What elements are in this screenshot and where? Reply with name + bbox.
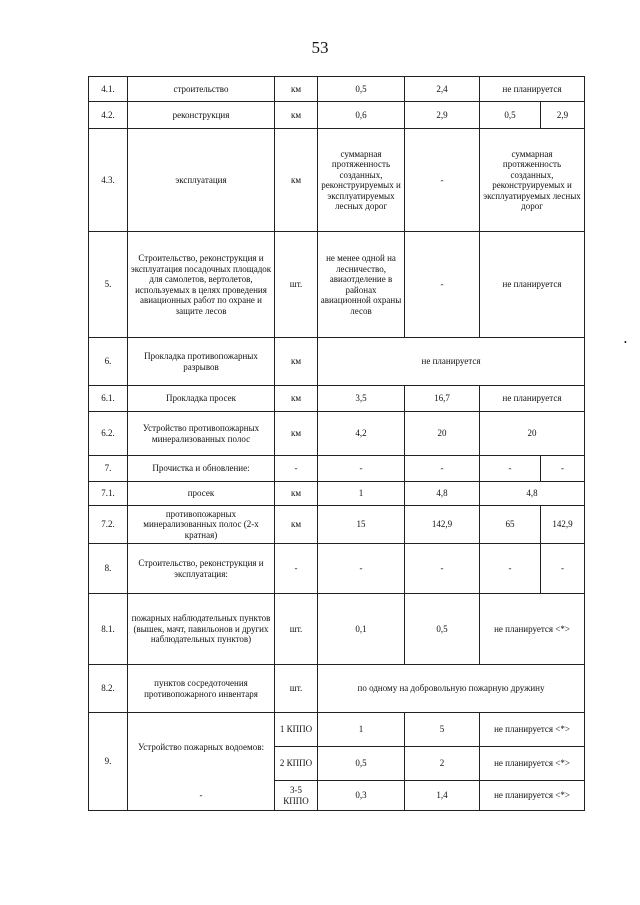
table-row — [89, 129, 585, 232]
value-cell: 1 — [318, 713, 405, 747]
note-cell: по одному на добровольную пожарную дружину — [318, 665, 585, 713]
row-number: 4.3. — [89, 129, 128, 232]
table-row — [89, 77, 585, 102]
table-row — [89, 102, 585, 129]
value-cell: 4,2 — [318, 412, 405, 456]
table-row — [89, 456, 585, 482]
measure-name: Строительство, реконструкция и эксплуатация посадочных площадок для самолетов, вертолетов, используемых в целях проведения авиационных работ по охране и защите лесов — [128, 232, 275, 338]
value-cell: 16,7 — [405, 386, 480, 412]
note-cell: не планируется — [480, 77, 585, 102]
row-number: 6.1. — [89, 386, 128, 412]
measure-name: просек — [128, 482, 275, 506]
row-number: 4.2. — [89, 102, 128, 129]
measure-name: реконструкция — [128, 102, 275, 129]
row-number: 9. — [89, 713, 128, 811]
value-cell: 142,9 — [541, 506, 585, 544]
measure-name: Устройство пожарных водоемов: — [128, 713, 275, 781]
measure-name: строительство — [128, 77, 275, 102]
scan-mark: • — [624, 338, 627, 347]
table-row — [89, 544, 585, 594]
value-cell: 0,6 — [318, 102, 405, 129]
value-cell: 142,9 — [405, 506, 480, 544]
value-cell: 2 — [405, 747, 480, 781]
value-cell: 20 — [405, 412, 480, 456]
unit-cell: 3-5 КППО — [275, 781, 318, 811]
unit-cell: км — [275, 102, 318, 129]
value-cell: - — [318, 544, 405, 594]
unit-cell: шт. — [275, 665, 318, 713]
table-row — [89, 338, 585, 386]
value-cell: 0,1 — [318, 594, 405, 665]
note-cell: не планируется <*> — [480, 713, 585, 747]
value-cell: 5 — [405, 713, 480, 747]
measure-name: Строительство, реконструкция и эксплуатация: — [128, 544, 275, 594]
unit-cell: шт. — [275, 232, 318, 338]
row-number: 7.1. — [89, 482, 128, 506]
note-cell: не планируется — [480, 232, 585, 338]
value-cell: 1,4 — [405, 781, 480, 811]
value-cell: суммарная протяженность созданных, реконструируемых и эксплуатируемых лесных дорог — [318, 129, 405, 232]
unit-cell: км — [275, 386, 318, 412]
value-cell: 0,3 — [318, 781, 405, 811]
value-cell: 20 — [480, 412, 585, 456]
value-cell: - — [480, 456, 541, 482]
measure-name: эксплуатация — [128, 129, 275, 232]
forest-fire-measures-table — [88, 76, 585, 811]
value-cell: 2,9 — [405, 102, 480, 129]
value-cell: - — [405, 544, 480, 594]
measure-name: Прочистка и обновление: — [128, 456, 275, 482]
row-number: 4.1. — [89, 77, 128, 102]
value-cell: 0,5 — [318, 747, 405, 781]
note-cell: не планируется — [480, 386, 585, 412]
table-row — [89, 232, 585, 338]
unit-cell: 1 КППО — [275, 713, 318, 747]
value-cell: - — [405, 232, 480, 338]
value-cell: - — [405, 129, 480, 232]
unit-cell: км — [275, 506, 318, 544]
value-cell: 4,8 — [480, 482, 585, 506]
table-row — [89, 665, 585, 713]
measure-name: пунктов сосредоточения противопожарного инвентаря — [128, 665, 275, 713]
table-row — [89, 594, 585, 665]
measure-name: Прокладка просек — [128, 386, 275, 412]
page-number: 53 — [311, 38, 329, 57]
note-cell: не планируется <*> — [480, 747, 585, 781]
row-number: 7.2. — [89, 506, 128, 544]
measure-name: Устройство противопожарных минерализованных полос — [128, 412, 275, 456]
value-cell: 0,5 — [405, 594, 480, 665]
value-cell: - — [541, 544, 585, 594]
table-row — [89, 713, 585, 747]
note-cell: не планируется — [318, 338, 585, 386]
table-row — [89, 506, 585, 544]
measure-name: пожарных наблюдательных пунктов (вышек, мачт, павильонов и других наблюдательных пунктов) — [128, 594, 275, 665]
measure-name: - — [128, 781, 275, 811]
table-row — [89, 412, 585, 456]
value-cell: 3,5 — [318, 386, 405, 412]
row-number: 6.2. — [89, 412, 128, 456]
row-number: 8.1. — [89, 594, 128, 665]
row-number: 7. — [89, 456, 128, 482]
value-cell: 4,8 — [405, 482, 480, 506]
value-cell: - — [405, 456, 480, 482]
table-row — [89, 482, 585, 506]
note-cell: не планируется <*> — [480, 781, 585, 811]
value-cell: 2,4 — [405, 77, 480, 102]
measure-name: Прокладка противопожарных разрывов — [128, 338, 275, 386]
value-cell: не менее одной на лесничество, авиаотделение в районах авиационной охраны лесов — [318, 232, 405, 338]
row-number: 8. — [89, 544, 128, 594]
unit-cell: км — [275, 129, 318, 232]
row-number: 6. — [89, 338, 128, 386]
value-cell: 0,5 — [318, 77, 405, 102]
unit-cell: км — [275, 338, 318, 386]
unit-cell: - — [275, 544, 318, 594]
value-cell: 15 — [318, 506, 405, 544]
row-number: 8.2. — [89, 665, 128, 713]
unit-cell: шт. — [275, 594, 318, 665]
value-cell: - — [541, 456, 585, 482]
row-number: 5. — [89, 232, 128, 338]
note-cell: не планируется <*> — [480, 594, 585, 665]
value-cell: 1 — [318, 482, 405, 506]
table-row — [89, 781, 585, 811]
value-cell: 2,9 — [541, 102, 585, 129]
unit-cell: км — [275, 482, 318, 506]
value-cell: - — [480, 544, 541, 594]
value-cell: - — [318, 456, 405, 482]
note-cell: суммарная протяженность созданных, реконструируемых и эксплуатируемых лесных дорог — [480, 129, 585, 232]
unit-cell: - — [275, 456, 318, 482]
table-row — [89, 386, 585, 412]
value-cell: 0,5 — [480, 102, 541, 129]
measure-name: противопожарных минерализованных полос (2-х кратная) — [128, 506, 275, 544]
unit-cell: 2 КППО — [275, 747, 318, 781]
value-cell: 65 — [480, 506, 541, 544]
unit-cell: км — [275, 77, 318, 102]
unit-cell: км — [275, 412, 318, 456]
